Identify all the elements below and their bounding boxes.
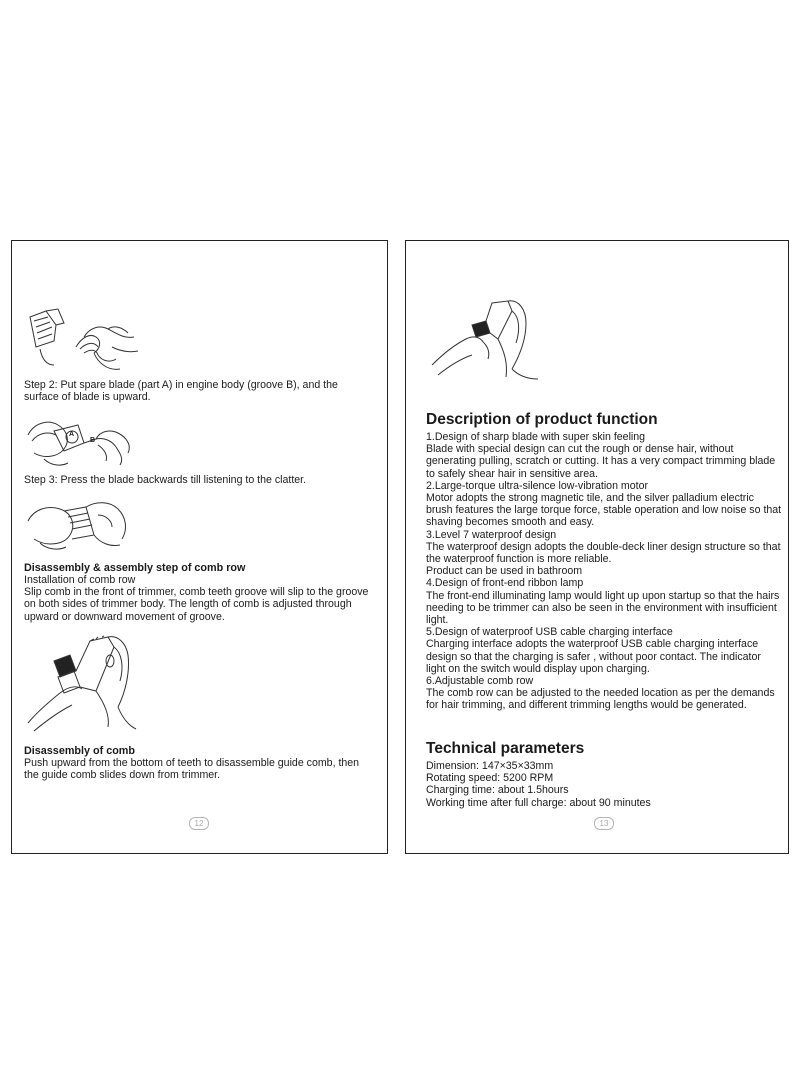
param-charging-time: Charging time: about 1.5hours xyxy=(426,784,569,797)
manual-page-right xyxy=(405,240,789,854)
manual-page-left xyxy=(11,240,388,854)
trimmer-in-hand-illustration xyxy=(428,299,548,385)
comb-attachment-illustration xyxy=(24,631,144,735)
comb-installation-text: Installation of comb row Slip comb in the front of trimmer, comb teeth groove will slip to the groove on both sides of trimmer body. The length of comb is adjusted through upward or downward movement of groove. xyxy=(24,574,369,623)
param-working-time: Working time after full charge: about 90 minutes xyxy=(426,796,651,809)
disassembly-text: Push upward from the bottom of teeth to disassemble guide comb, then the guide comb slides down from trimmer. xyxy=(24,757,360,782)
technical-heading: Technical parameters xyxy=(426,740,585,757)
param-rotating-speed: Rotating speed: 5200 RPM xyxy=(426,772,554,785)
comb-assembly-heading: Disassembly & assembly step of comb row xyxy=(24,562,246,574)
blade-press-illustration xyxy=(24,495,134,553)
technical-params-list xyxy=(426,760,651,809)
description-text: 1.Design of sharp blade with super skin feeling Blade with special design can cut the rough or dense hair, without generating pulling, scratch or cutting. It has a very compact trimming blade to safely shear hair in sensitive area. 2.Large-torque ultra-silence low-vibration motor Motor adopts the strong magnetic tile, and the silver palladium electric brush features the large torque force, stable operation and low noise so that shaving becomes smooth and easy. 3.Level 7 waterproof design The waterproof design adopts the double-deck liner design structure so that the waterproof function is more reliable. Product can be used in bathroom 4.Design of front-end ribbon lamp The front-end illuminating lamp would light up upon startup so that the hairs needing to be trimmer can also be seen in the environment with insufficient light. 5.Design of waterproof USB cable charging interface Charging interface adopts the waterproof USB cable charging interface design so that the charging is safer , without poor contact. The indicator light on the switch would display upon charging. 6.Adjustable comb row The comb row can be adjusted to the needed location as per the demands for hair trimming, and different trimming lengths would be generated. xyxy=(426,431,782,712)
disassembly-heading: Disassembly of comb xyxy=(24,745,136,757)
page-number-left: 12 xyxy=(189,817,209,830)
blade-insertion-illustration xyxy=(24,415,144,471)
step3-instruction: Step 3: Press the blade backwards till listening to the clatter. xyxy=(24,474,307,486)
param-dimension: Dimension: 147×35×33mm xyxy=(426,760,554,772)
description-heading: Description of product function xyxy=(426,411,658,428)
figure-label-a: A xyxy=(69,431,75,438)
blade-removal-illustration xyxy=(24,307,144,377)
figure-label-b: B xyxy=(90,437,96,444)
step2-instruction: Step 2: Put spare blade (part A) in engine body (groove B), and the surface of blade is upward. xyxy=(24,379,338,404)
page-number-right: 13 xyxy=(594,817,614,830)
